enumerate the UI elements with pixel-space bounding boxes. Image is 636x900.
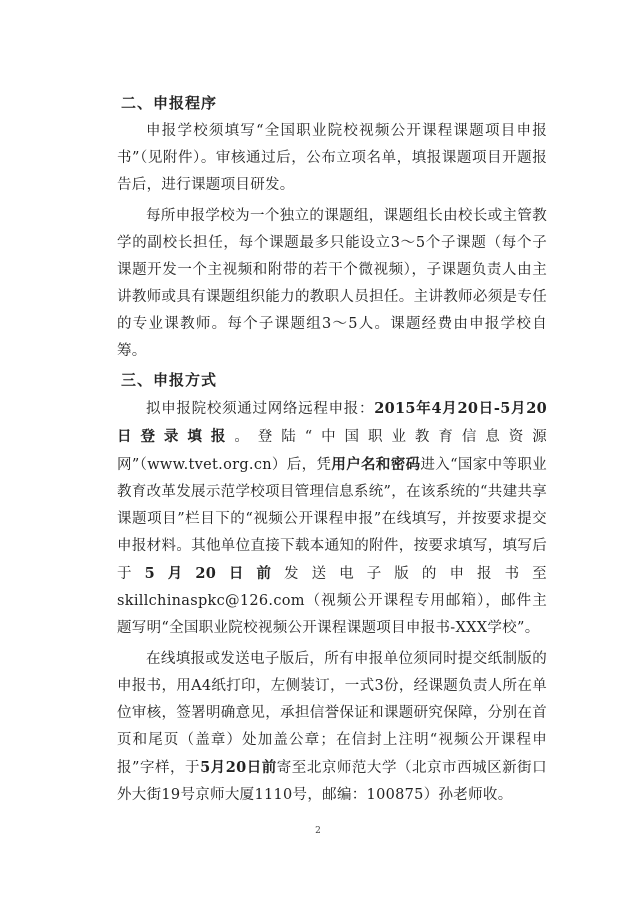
text-run: 。登陆“中国职业教育信息资源网”（www.tvet.org.cn）后，凭 xyxy=(117,429,548,473)
document-body xyxy=(117,88,547,809)
bold-run-deadline: 5月20日前 xyxy=(144,565,285,582)
text-run: 进入“国家中等职业教育改革发展示范学校项目管理信息系统”，在该系统的“共建共享课题项目”栏目下的“视频公开课程申报”在线填写，并按要求提交申报材料。其他单位直接下载本通知的附件，按要求填写，填写后于 xyxy=(117,457,547,582)
page-number: 2 xyxy=(315,826,321,836)
paragraph-method-2 xyxy=(117,646,547,809)
bold-run-credentials: 用户名和密码 xyxy=(331,456,421,473)
text-run: 在线填报或发送电子版后，所有申报单位须同时提交纸制版的申报书，用A4纸打印，左侧装订，一式3份，经课题负责人所在单位审核，签署明确意见，承担信誉保证和课题研究保障，分别在首页和尾页（盖章）处加盖公章；在信封上注明“视频公开课程申报”字样，于 xyxy=(117,651,547,776)
section-heading-procedure: 二、申报程序 xyxy=(121,94,218,112)
text-run: 发送电子版的申报书至 skillchinaspkc@126.com（视频公开课程专用邮箱），邮件主题写明“全国职业院校视频公开课程课题项目申报书-XXX学校”。 xyxy=(117,566,547,636)
paragraph-method-1 xyxy=(117,395,547,642)
paragraph-procedure-2: 每所申报学校为一个独立的课题组，课题组长由校长或主管教学的副校长担任，每个课题最多只能设立3～5个子课题（每个子课题开发一个主视频和附带的若干个微视频），子课题负责人由主讲教师或具有课题组织能力的教职人员担任。主讲教师必须是专任的专业课教师。每个子课题组3～5人。课题经费由申报学校自筹。 xyxy=(117,208,547,359)
text-run: 拟申报院校须通过网络远程申报： xyxy=(146,401,375,417)
bold-run-deadline: 5月20日前 xyxy=(200,759,277,776)
bold-run-dates: 2015年4月20日-5月20日登录填报 xyxy=(117,400,547,445)
text-run: 寄至北京师范大学（北京市西城区新街口外大街19号京师大厦1110号，邮编：100875）孙老师收。 xyxy=(117,760,547,803)
section-heading-method: 三、申报方式 xyxy=(121,371,218,389)
paragraph-procedure-1: 申报学校须填写“全国职业院校视频公开课程课题项目申报书”（见附件）。审核通过后，公布立项名单，填报课题项目开题报告后，进行课题项目研发。 xyxy=(117,123,547,193)
